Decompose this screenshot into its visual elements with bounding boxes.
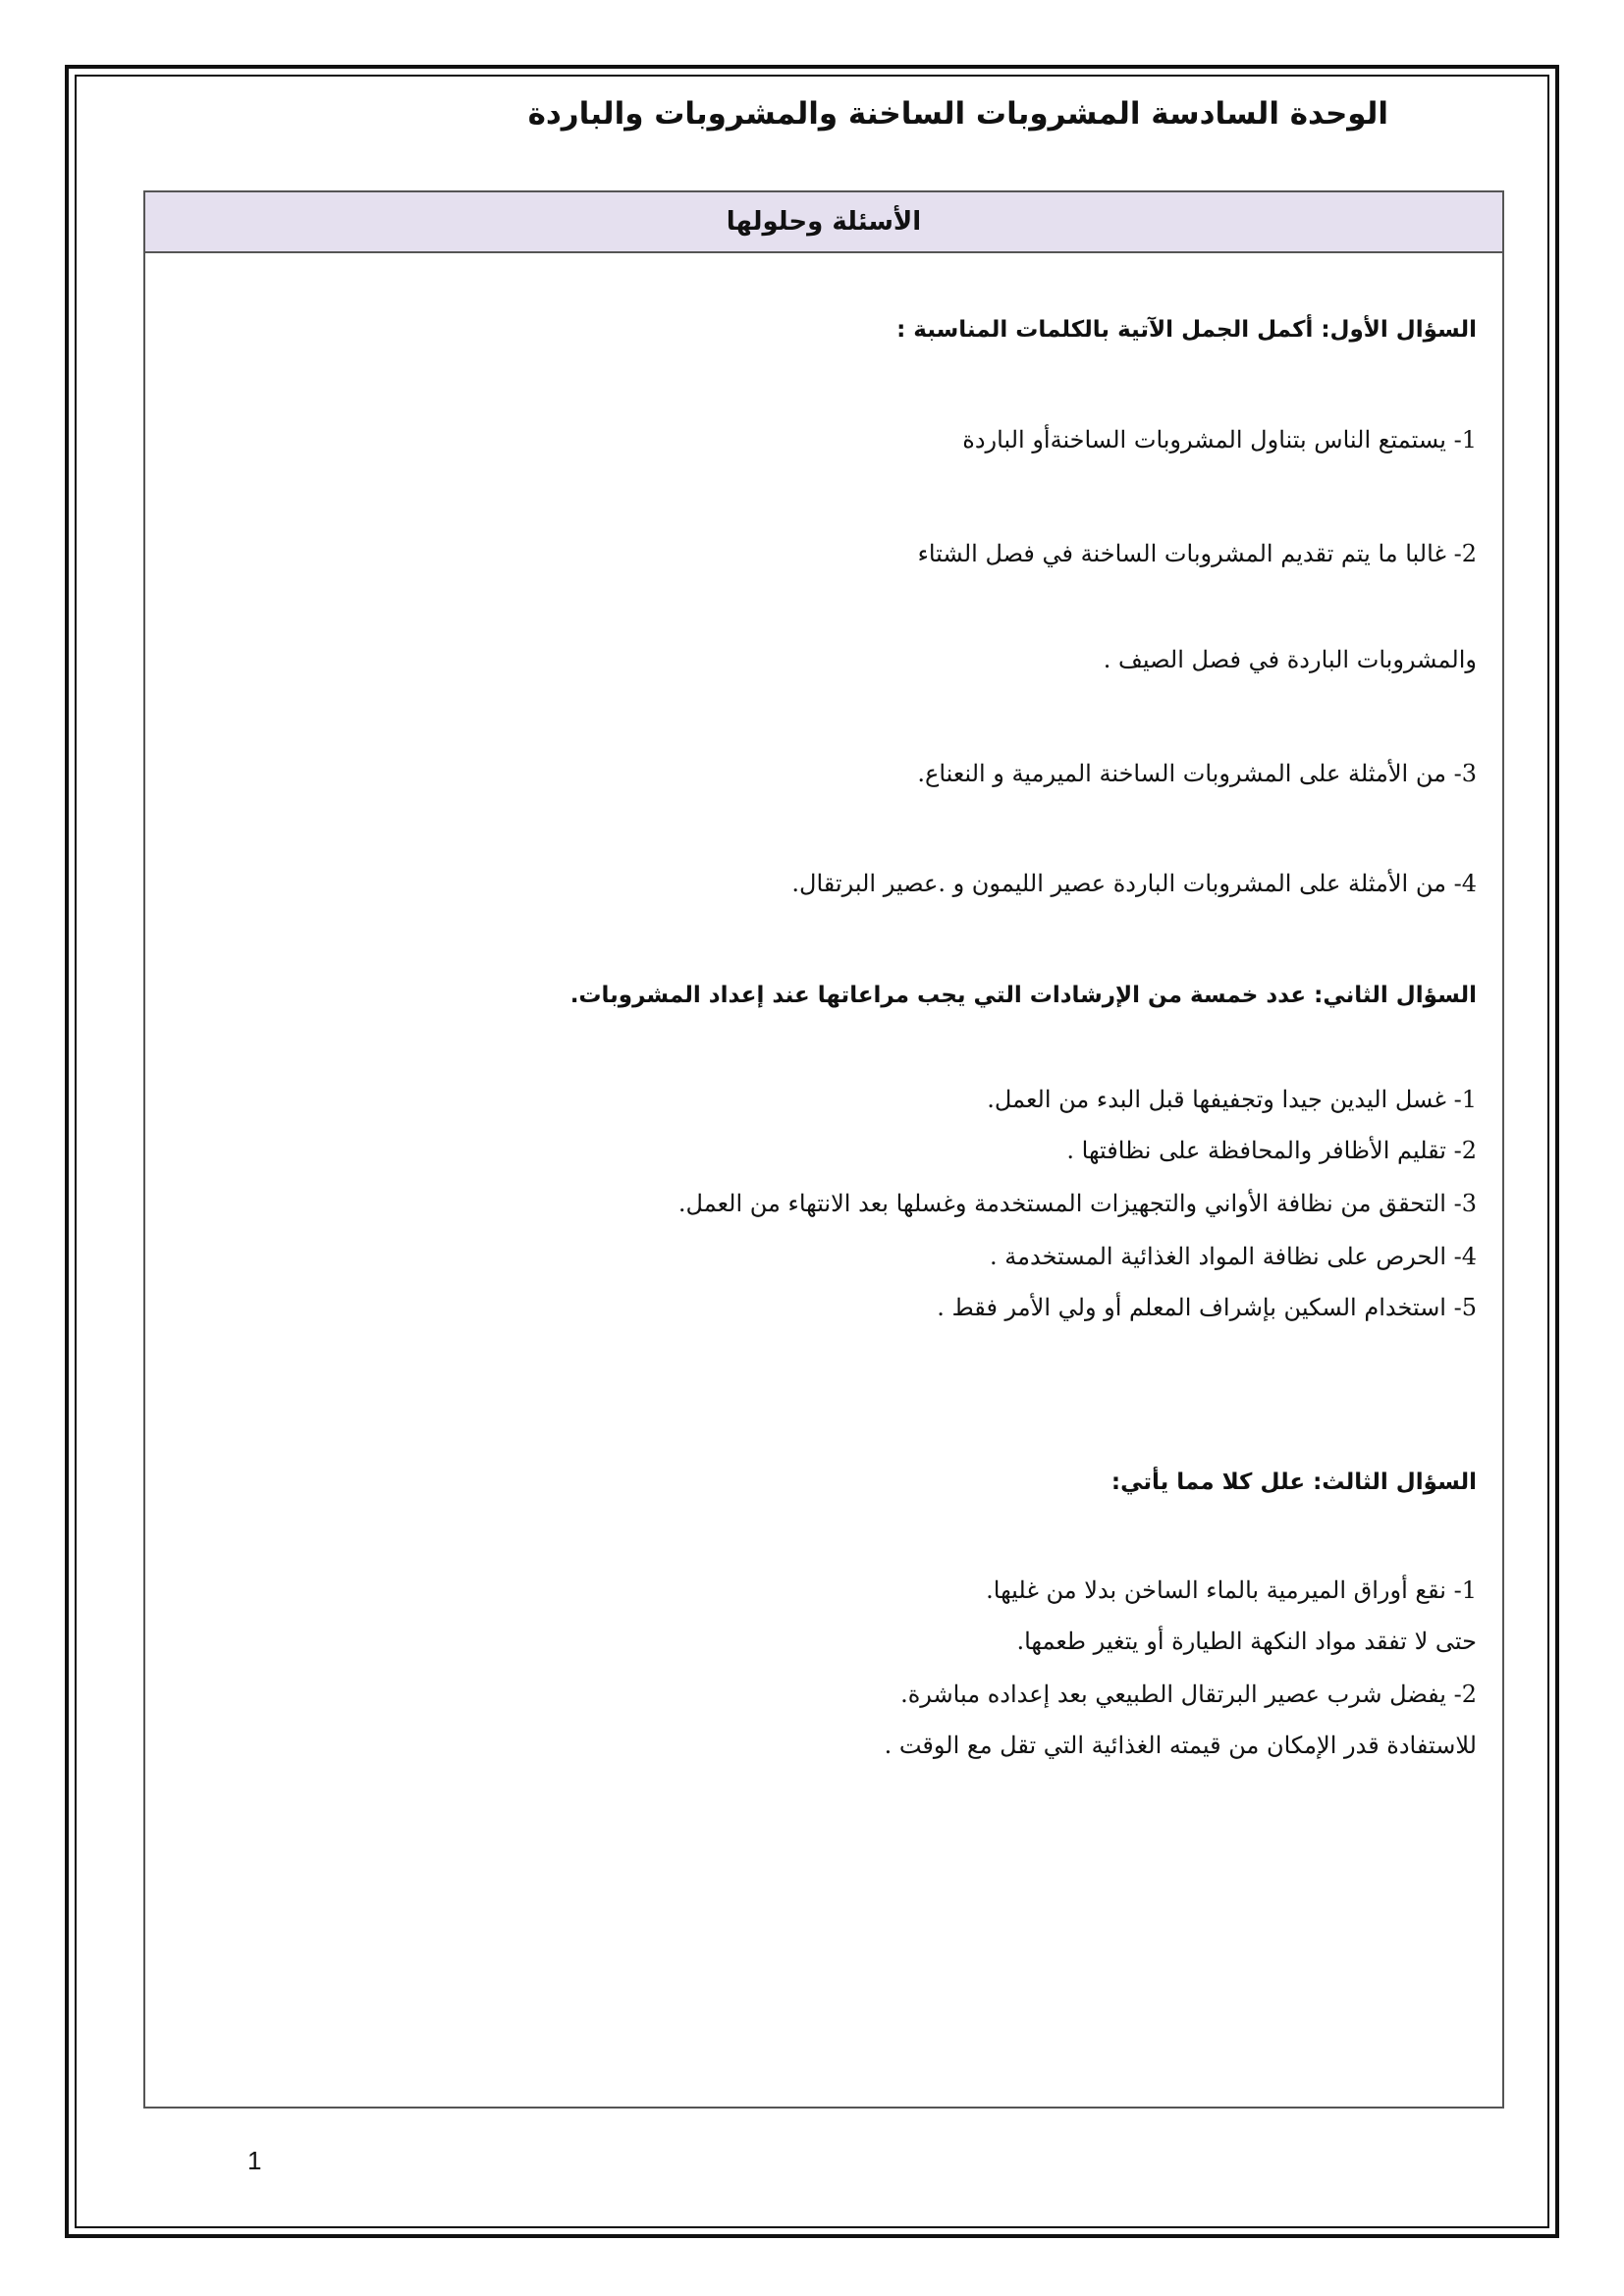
question-2-item-4: 4- الحرص على نظافة المواد الغذائية المستخدمة . — [990, 1243, 1477, 1270]
question-3-item-2: 2- يفضل شرب عصير البرتقال الطبيعي بعد إعداده مباشرة. — [900, 1681, 1477, 1708]
question-1-item-2-continued: والمشروبات الباردة في فصل الصيف . — [1103, 646, 1477, 673]
question-1-item-3: 3- من الأمثلة على المشروبات الساخنة الميرمية و النعناع. — [917, 760, 1477, 787]
section-header: الأسئلة وحلولها — [145, 192, 1502, 253]
question-2-item-3: 3- التحقق من نظافة الأواني والتجهيزات المستخدمة وغسلها بعد الانتهاء من العمل. — [677, 1190, 1477, 1217]
question-2-title: السؤال الثاني: عدد خمسة من الإرشادات التي يجب مراعاتها عند إعداد المشروبات. — [569, 983, 1477, 1008]
question-1-item-2: 2- غالبا ما يتم تقديم المشروبات الساخنة في فصل الشتاء — [917, 540, 1477, 567]
unit-title: الوحدة السادسة المشروبات الساخنة والمشروبات والباردة — [527, 96, 1388, 132]
question-3-title: السؤال الثالث: علل كلا مما يأتي: — [1110, 1469, 1477, 1495]
question-1-item-4: 4- من الأمثلة على المشروبات الباردة عصير الليمون و .عصير البرتقال. — [791, 870, 1477, 897]
question-2-item-2: 2- تقليم الأظافر والمحافظة على نظافتها . — [1066, 1137, 1477, 1164]
question-3-item-1: 1- نقع أوراق الميرمية بالماء الساخن بدلا من غليها. — [986, 1576, 1477, 1604]
question-2-item-1: 1- غسل اليدين جيدا وتجفيفها قبل البدء من العمل. — [987, 1086, 1477, 1113]
question-2-item-5: 5- استخدام السكين بإشراف المعلم أو ولي الأمر فقط . — [937, 1294, 1477, 1321]
question-3-answer-1: حتى لا تفقد مواد النكهة الطيارة أو يتغير طعمها. — [1016, 1628, 1477, 1655]
question-1-title: السؤال الأول: أكمل الجمل الآتية بالكلمات المناسبة : — [896, 317, 1477, 343]
question-3-answer-2: للاستفادة قدر الإمكان من قيمته الغذائية التي تقل مع الوقت . — [884, 1732, 1477, 1759]
question-1-item-1: 1- يستمتع الناس بتناول المشروبات الساخنةأو الباردة — [962, 426, 1477, 454]
page-number: 1 — [247, 2146, 262, 2175]
